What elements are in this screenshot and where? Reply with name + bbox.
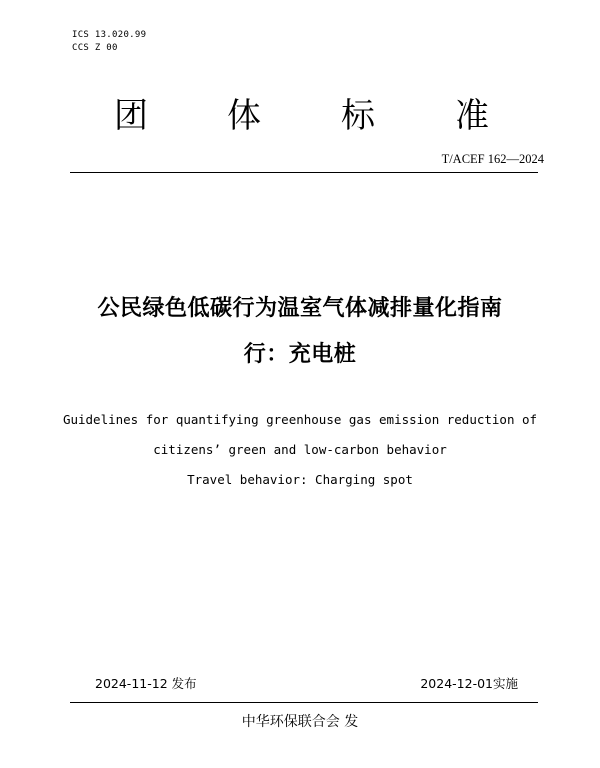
doc-type-char-3: 标 bbox=[341, 96, 375, 136]
classification-codes bbox=[72, 29, 146, 55]
implement-date: 2024-12-01实施 bbox=[420, 676, 518, 691]
doc-type-char-2: 体 bbox=[227, 96, 261, 136]
title-en-line-3: Travel behavior: Charging spot bbox=[187, 472, 413, 487]
publish-date: 2024-11-12 发布 bbox=[95, 676, 197, 691]
ccs-code: CCS Z 00 bbox=[72, 43, 118, 53]
doc-type-char-1: 团 bbox=[114, 96, 148, 136]
title-en-line-1: Guidelines for quantifying greenhouse gas emission reduction of bbox=[62, 412, 538, 427]
title-cn-line-1: 公民绿色低碳行为温室气体减排量化指南 bbox=[97, 296, 503, 321]
footer-divider bbox=[70, 702, 538, 703]
standard-number: T/ACEF 162—2024 bbox=[441, 152, 544, 166]
ics-code: ICS 13.020.99 bbox=[72, 30, 147, 40]
publisher: 中华环保联合会 发 bbox=[241, 714, 359, 730]
header-divider bbox=[70, 172, 538, 173]
title-cn-line-2: 行：充电桩 bbox=[243, 342, 357, 367]
title-en-line-2: citizens’ green and low-carbon behavior bbox=[153, 442, 447, 457]
doc-type-char-4: 准 bbox=[455, 96, 489, 136]
